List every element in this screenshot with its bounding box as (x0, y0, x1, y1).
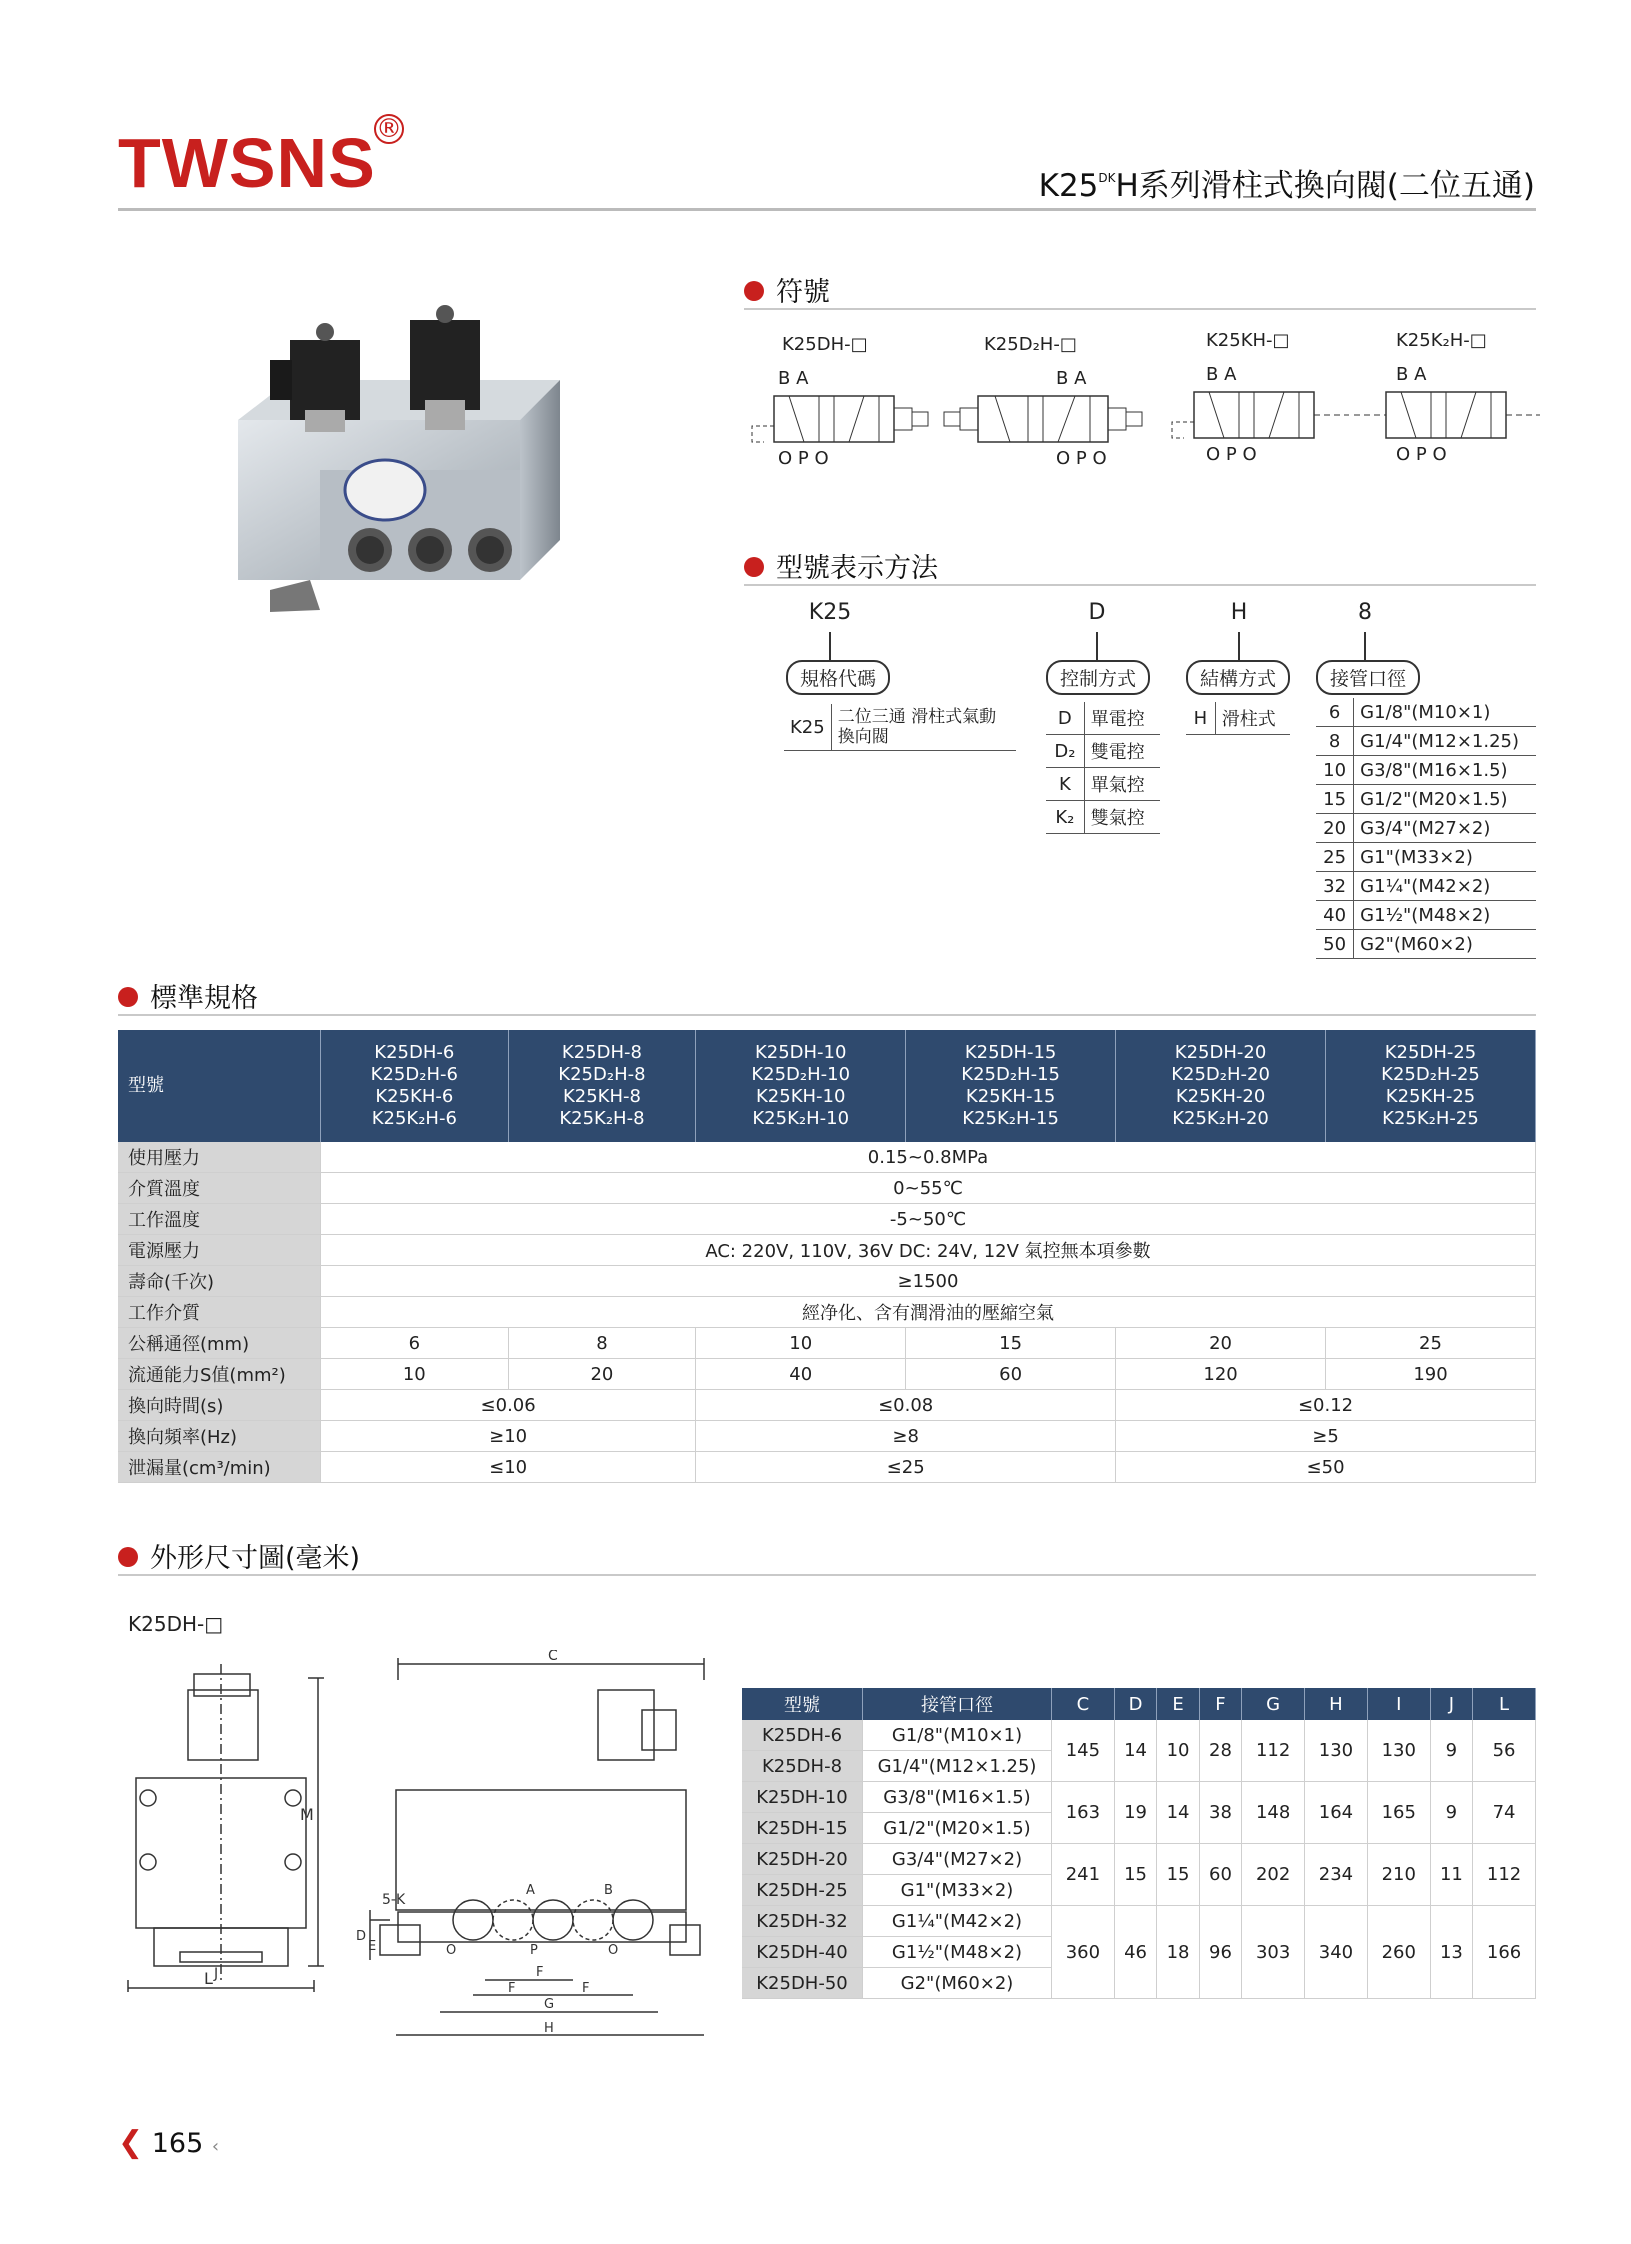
code-field-8: 8 (1358, 600, 1372, 625)
bullet-icon (744, 281, 764, 301)
side-view-drawing (340, 1650, 720, 2050)
bullet-icon (744, 557, 764, 577)
dim-label-o: O (608, 1943, 619, 1958)
table-row: K25DH-25 G1"(M33×2) (742, 1875, 1536, 1906)
chevron-left-small-icon: ‹ (211, 2136, 220, 2157)
symbol-ports-bottom: O P O (778, 448, 829, 469)
symbol-label: K25K₂H-□ (1396, 330, 1487, 351)
spec-model-col: K25DH-20 K25D₂H-20 K25KH-20 K25K₂H-20 (1116, 1030, 1326, 1142)
spec-header-label: 型號 (118, 1030, 321, 1142)
symbols-heading: 符號 (744, 270, 830, 309)
table-row: 換向頻率(Hz) ≥10 ≥8 ≥5 (118, 1421, 1536, 1452)
code-field-k25: K25 (808, 600, 852, 625)
brand-logo: TWSNS (118, 124, 376, 202)
dim-label-m: M (300, 1805, 314, 1824)
table-row: 流通能力S值(mm²) 10 20 40 60 120 190 (118, 1359, 1536, 1390)
chevron-left-icon: ❮ (118, 2125, 144, 2160)
dim-label-h: H (544, 2021, 554, 2036)
dim-label-a: A (526, 1883, 535, 1898)
symbol-label: K25KH-□ (1206, 330, 1290, 351)
code-table-structure: H 滑柱式 (1186, 702, 1290, 735)
table-row: 工作溫度 -5~50℃ (118, 1204, 1536, 1235)
bullet-icon (118, 1547, 138, 1567)
model-code-heading: 型號表示方法 (744, 546, 938, 585)
code-field-d: D (1088, 600, 1106, 625)
table-row: 換向時間(s) ≤0.06 ≤0.08 ≤0.12 (118, 1390, 1536, 1421)
table-row: 壽命(千次) ≥1500 (118, 1266, 1536, 1297)
dim-label-p: P (530, 1943, 538, 1958)
spec-model-col: K25DH-10 K25D₂H-10 K25KH-10 K25K₂H-10 (696, 1030, 906, 1142)
spec-model-col: K25DH-8 K25D₂H-8 K25KH-8 K25K₂H-8 (508, 1030, 696, 1142)
code-table-port-size: 6 G1/8"(M10×1) 8 G1/4"(M12×1.25) 10 G3/8"(M16×1.5) 15 G1/2"(M20×1.5) 20 G3/4"(M27×2) 25 G1"(M33×2) 32 G1¼"(M42×2) 40 G1½"(M48×2) 50 G2"(M60×2) (1316, 698, 1536, 959)
code-connector (1238, 632, 1240, 662)
dim-label-j: J (214, 1966, 219, 1982)
table-row: 介質溫度 0~55℃ (118, 1173, 1536, 1204)
dim-label-f: F (582, 1981, 590, 1996)
page-title: $K25^{DK}H$系列滑柱式換向閥(二位五通) (1038, 168, 1535, 204)
spec-rule (118, 1014, 1536, 1016)
table-row: K25DH-10 G3/8"(M16×1.5) 163 19 14 38 148 164 165 9 74 (742, 1782, 1536, 1813)
code-connector (1096, 632, 1098, 662)
dim-label-f: F (508, 1981, 516, 1996)
symbol-ports-bottom: O P O (1056, 448, 1107, 469)
table-row: K25DH-20 G3/4"(M27×2) 241 15 15 60 202 234 210 11 112 (742, 1844, 1536, 1875)
drawing-label: K25DH-□ (128, 1612, 224, 1636)
dim-label-k: 5-K (382, 1892, 406, 1908)
table-row: K25DH-40 G1½"(M48×2) (742, 1937, 1536, 1968)
table-row: 工作介質 經净化、含有潤滑油的壓縮空氣 (118, 1297, 1536, 1328)
table-row: K25DH-50 G2"(M60×2) (742, 1968, 1536, 1999)
dimension-heading: 外形尺寸圖(毫米) (118, 1536, 360, 1575)
table-row: 泄漏量(cm³/min) ≤10 ≤25 ≤50 (118, 1452, 1536, 1483)
code-table-spec: K25 二位三通 滑柱式氣動換向閥 (784, 704, 1016, 751)
dim-label-l: L (204, 1969, 213, 1988)
page-number: ❮ 165 ‹ (118, 2125, 220, 2160)
valve-product-image (230, 300, 580, 620)
dim-label-e: E (368, 1939, 377, 1954)
symbol-ports-top: B A (1206, 364, 1237, 385)
table-row: K25DH-32 G1¼"(M42×2) 360 46 18 96 303 340 260 13 166 (742, 1906, 1536, 1937)
valve-symbol-graphic (744, 386, 934, 450)
symbol-ports-top: B A (1056, 368, 1087, 389)
code-field-name-pill: 結構方式 (1186, 660, 1290, 695)
header-rule (118, 208, 1536, 211)
spec-table (118, 1030, 1536, 1483)
code-field-name-pill: 接管口徑 (1316, 660, 1420, 695)
symbol-ports-top: B A (778, 368, 809, 389)
dimension-table: 型號 接管口徑 C D E F G H I J L K25DH-6 G1/8"(M10×1) 145 14 10 28 112 130 130 9 56 K25DH-8 G1/4"(M12×1.25) K25DH-10 G3/8"(M16×1.5) 163 19 14 38 148 164 165 9 74 K25DH-15 G1/2"(M20×1.5) K25DH-20 G3/4"(M27×2) 241 15 15 60 202 234 210 11 112 K25DH-25 G1"(M33×2) K25DH-32 G1¼"(M42×2) 360 46 18 96 303 340 260 13 166 K25DH-40 G1½"(M48×2) K25DH-50 G2"(M60×2) (742, 1688, 1536, 1999)
table-row: K25DH-15 G1/2"(M20×1.5) (742, 1813, 1536, 1844)
code-field-name-pill: 控制方式 (1046, 660, 1150, 695)
symbol-ports-bottom: O P O (1206, 444, 1257, 465)
spec-model-col: K25DH-25 K25D₂H-25 K25KH-25 K25K₂H-25 (1326, 1030, 1536, 1142)
table-row: 電源壓力 AC: 220V, 110V, 36V DC: 24V, 12V 氣控無本項參數 (118, 1235, 1536, 1266)
table-row: 使用壓力 0.15~0.8MPa (118, 1142, 1536, 1173)
dim-label-d: D (356, 1929, 367, 1944)
symbol-ports-top: B A (1396, 364, 1427, 385)
code-connector (1364, 632, 1366, 662)
dim-label-b: B (604, 1883, 613, 1898)
symbol-ports-bottom: O P O (1396, 444, 1447, 465)
valve-symbol-graphic (1164, 382, 1354, 446)
symbol-label: K25DH-□ (782, 334, 868, 355)
dimension-rule (118, 1574, 1536, 1576)
dim-label-c: C (548, 1650, 558, 1664)
valve-symbol-graphic (940, 386, 1150, 450)
code-connector (829, 632, 831, 662)
symbol-label: K25D₂H-□ (984, 334, 1077, 355)
spec-heading: 標準規格 (118, 976, 258, 1015)
dim-label-o: O (446, 1943, 457, 1958)
symbol-diagrams (744, 330, 1544, 484)
table-row: 公稱通徑(mm) 6 8 10 15 20 25 (118, 1328, 1536, 1359)
model-code-rule (744, 584, 1536, 586)
code-table-control: D 單電控 D₂ 雙電控 K 單氣控 K₂ 雙氣控 (1046, 702, 1160, 834)
valve-symbol-graphic (1354, 382, 1544, 446)
symbols-rule (744, 308, 1536, 310)
table-row: K25DH-6 G1/8"(M10×1) 145 14 10 28 112 130 130 9 56 (742, 1720, 1536, 1751)
spec-model-col: K25DH-15 K25D₂H-15 K25KH-15 K25K₂H-15 (906, 1030, 1116, 1142)
spec-model-col: K25DH-6 K25D₂H-6 K25KH-6 K25K₂H-6 (321, 1030, 509, 1142)
code-field-h: H (1230, 600, 1248, 625)
code-field-name-pill: 規格代碼 (786, 660, 890, 695)
bullet-icon (118, 987, 138, 1007)
dim-label-g: G (544, 1997, 555, 2012)
dim-label-f: F (536, 1965, 544, 1980)
table-row: K25DH-8 G1/4"(M12×1.25) (742, 1751, 1536, 1782)
registered-mark: ® (376, 114, 402, 144)
front-view-drawing (118, 1650, 338, 2010)
